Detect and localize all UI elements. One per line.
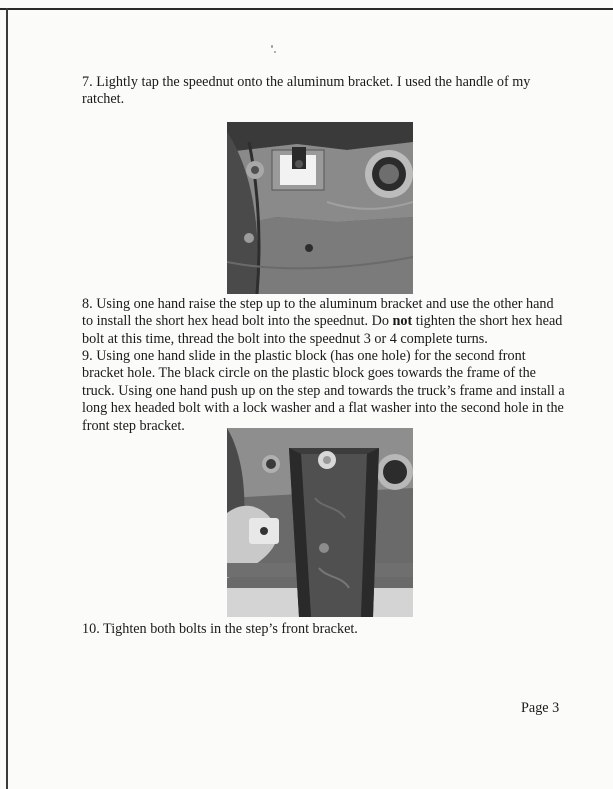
scan-speck — [271, 45, 273, 48]
step-9-text: 9. Using one hand slide in the plastic block (has one hole) for the second front bracket hole. The black circle on the plastic block goes towards the frame of the truck. Using one hand push up on the step and towards the truck’s frame and install a long hex headed bolt with a lock washer and a flat washer into the second hole in the front step bracket. — [82, 348, 565, 434]
step-7-text: 7. Lightly tap the speednut onto the aluminum bracket. I used the handle of my ratchet. — [82, 74, 531, 108]
step-8-text-end: tighten the short hex head bolt at this time, thread the bolt into the speednut 3 or 4 complete turns. — [82, 313, 563, 347]
scan-border-left — [6, 8, 8, 789]
speednut-photo — [227, 122, 413, 294]
scan-border-top — [0, 8, 613, 10]
page-number: Page 3 — [521, 700, 560, 716]
front-bracket-photo — [227, 428, 413, 617]
step-8-text-start: 8. Using one hand raise the step up to the aluminum bracket and use the other hand to install the short hex head bolt into the speednut. Do — [82, 296, 554, 330]
step-10-text: 10. Tighten both bolts in the step’s front bracket. — [82, 621, 358, 637]
step-8-emphasis: not — [392, 313, 413, 330]
step-8-text — [82, 296, 567, 348]
scan-speck — [274, 51, 276, 53]
